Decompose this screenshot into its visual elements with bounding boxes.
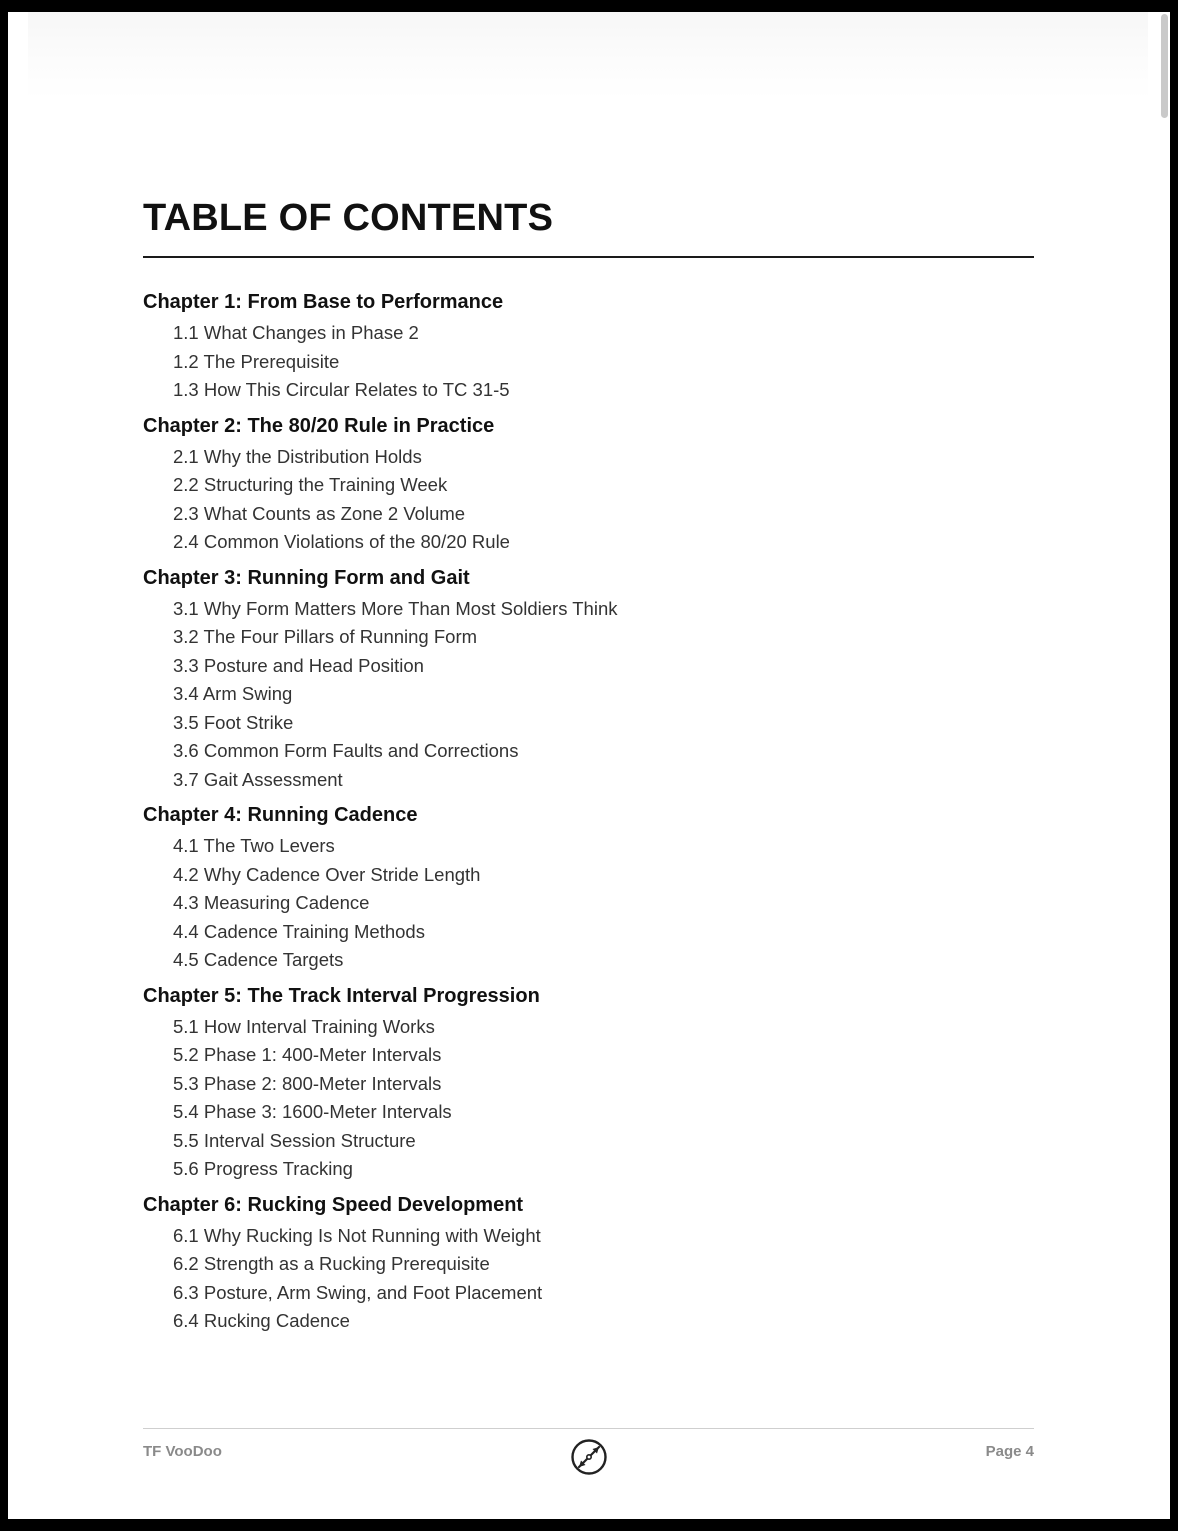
page-number: Page 4: [985, 1443, 1034, 1460]
page-top-shading: [28, 12, 1148, 100]
footer-author: TF VooDoo: [143, 1443, 222, 1460]
section-entry[interactable]: 5.5 Interval Session Structure: [173, 1129, 416, 1151]
section-entry[interactable]: 3.2 The Four Pillars of Running Form: [173, 626, 478, 647]
chapter-title[interactable]: Chapter 6: Rucking Speed Development: [143, 1193, 524, 1216]
section-entry[interactable]: 1.3 How This Circular Relates to TC 31-5: [173, 379, 510, 400]
section-entry[interactable]: 5.4 Phase 3: 1600-Meter Intervals: [173, 1101, 452, 1122]
chapter-title[interactable]: Chapter 1: From Base to Performance: [143, 291, 504, 313]
section-entry[interactable]: 1.2 The Prerequisite: [173, 350, 340, 372]
toc-chapter: [143, 564, 1034, 795]
section-entry[interactable]: 3.6 Common Form Faults and Corrections: [173, 740, 519, 761]
document-viewer: [8, 12, 1170, 1519]
toc-chapter: [143, 288, 1034, 405]
section-entry[interactable]: 4.4 Cadence Training Methods: [173, 920, 425, 942]
section-entry[interactable]: 3.4 Arm Swing: [173, 683, 293, 704]
chapter-title[interactable]: Chapter 3: Running Form and Gait: [143, 566, 470, 589]
section-list: [143, 1222, 1034, 1336]
section-entry[interactable]: 4.3 Measuring Cadence: [173, 892, 370, 913]
toc-chapter: [143, 982, 1034, 1184]
scrollbar[interactable]: [1158, 12, 1170, 122]
section-entry[interactable]: 5.6 Progress Tracking: [173, 1158, 353, 1179]
chapter-title[interactable]: Chapter 5: The Track Interval Progression: [143, 984, 540, 1007]
section-entry[interactable]: 4.2 Why Cadence Over Stride Length: [173, 863, 481, 885]
section-entry[interactable]: 4.1 The Two Levers: [173, 835, 335, 856]
section-entry[interactable]: 2.1 Why the Distribution Holds: [173, 445, 422, 467]
section-entry[interactable]: 3.7 Gait Assessment: [173, 768, 343, 790]
toc-chapter: [143, 801, 1034, 975]
section-entry[interactable]: 6.4 Rucking Cadence: [173, 1310, 350, 1331]
section-entry[interactable]: 3.1 Why Form Matters More Than Most Soldiers Think: [173, 597, 618, 619]
section-entry[interactable]: 5.2 Phase 1: 400-Meter Intervals: [173, 1044, 442, 1065]
section-entry[interactable]: 3.5 Foot Strike: [173, 711, 294, 733]
compass-logo-icon: [570, 1438, 608, 1476]
section-list: [143, 832, 1034, 975]
section-list: [143, 1013, 1034, 1184]
section-list: [143, 595, 1034, 795]
section-entry[interactable]: 6.1 Why Rucking Is Not Running with Weight: [173, 1224, 541, 1246]
chapter-title[interactable]: Chapter 2: The 80/20 Rule in Practice: [143, 414, 495, 437]
section-entry[interactable]: 5.3 Phase 2: 800-Meter Intervals: [173, 1072, 442, 1094]
section-entry[interactable]: 2.3 What Counts as Zone 2 Volume: [173, 502, 466, 524]
section-entry[interactable]: 2.4 Common Violations of the 80/20 Rule: [173, 531, 510, 552]
section-entry[interactable]: 5.1 How Interval Training Works: [173, 1015, 435, 1037]
toc-chapter: [143, 1191, 1034, 1336]
section-entry[interactable]: 3.3 Posture and Head Position: [173, 654, 424, 676]
scrollbar-thumb[interactable]: [1161, 14, 1168, 118]
section-entry[interactable]: 4.5 Cadence Targets: [173, 949, 344, 970]
toc-chapter: [143, 412, 1034, 557]
section-entry[interactable]: 6.3 Posture, Arm Swing, and Foot Placement: [173, 1281, 543, 1303]
table-of-contents: [143, 288, 1034, 1336]
page-title: TABLE OF CONTENTS: [143, 197, 554, 239]
section-entry[interactable]: 2.2 Structuring the Training Week: [173, 474, 448, 495]
section-entry[interactable]: 6.2 Strength as a Rucking Prerequisite: [173, 1253, 490, 1274]
section-list: [143, 319, 1034, 405]
section-entry[interactable]: 1.1 What Changes in Phase 2: [173, 322, 419, 343]
section-list: [143, 443, 1034, 557]
title-divider: [143, 256, 1034, 258]
footer-divider: [143, 1428, 1034, 1429]
chapter-title[interactable]: Chapter 4: Running Cadence: [143, 804, 418, 826]
